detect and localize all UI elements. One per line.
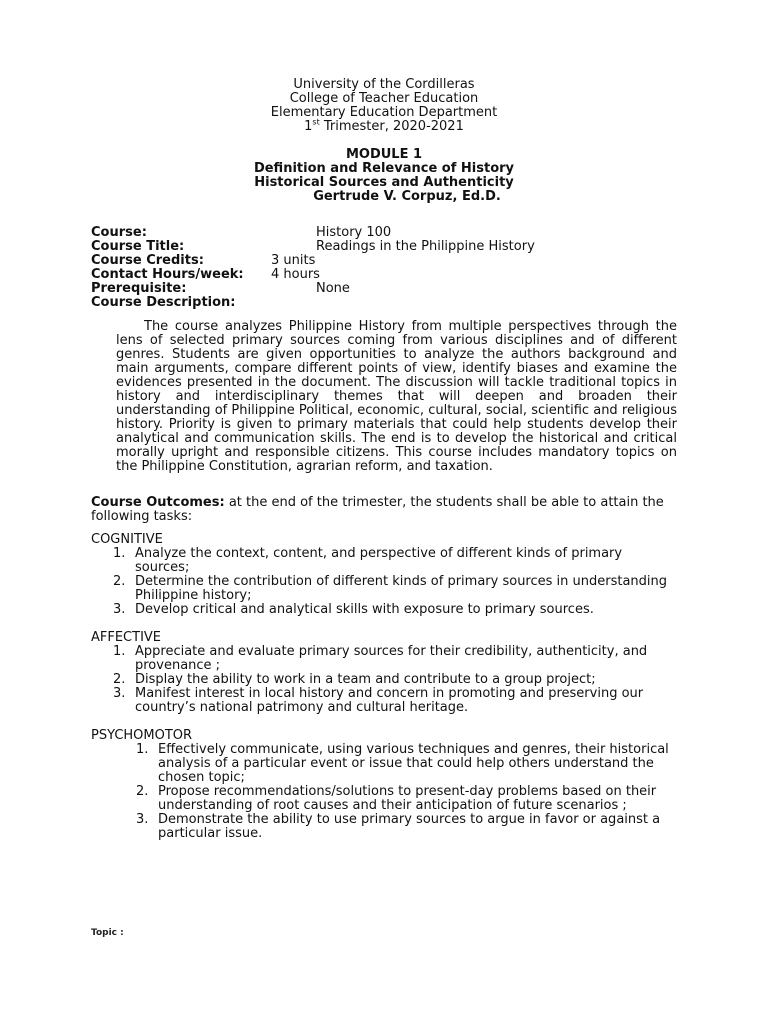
course-title-label: Course Title:	[91, 239, 185, 254]
course-outcomes-label: Course Outcomes:	[91, 495, 225, 510]
list-item: 1. Analyze the context, content, and perspective of different kinds of primary sources;	[113, 546, 623, 575]
module-author: Gertrude V. Corpuz, Ed.D.	[313, 189, 501, 204]
course-title-value: Readings in the Philippine History	[316, 239, 535, 254]
list-item: 2. Propose recommendations/solutions to present-day problems based on their understanding of root causes and their anticipation of future scenarios ;	[136, 784, 657, 813]
list-item: 3. Demonstrate the ability to use primary sources to argue in favor or against a particular issue.	[136, 812, 661, 841]
list-item: 1. Effectively communicate, using various techniques and genres, their historical analysis of a particular event or issue that could help others understand the chosen topic;	[136, 742, 669, 785]
footer-topic-label: Topic :	[91, 928, 124, 938]
cognitive-heading: COGNITIVE	[91, 532, 163, 547]
course-label: Course:	[91, 225, 147, 240]
course-credits-label: Course Credits:	[91, 253, 204, 268]
cognitive-section	[91, 533, 671, 617]
psychomotor-heading: PSYCHOMOTOR	[91, 728, 193, 743]
university-name: University of the Cordilleras	[293, 77, 475, 92]
module-number: MODULE 1	[345, 147, 423, 162]
list-item: 2. Determine the contribution of different kinds of primary sources in understanding Philippine history;	[113, 574, 668, 603]
psychomotor-section	[91, 729, 671, 841]
affective-list	[91, 645, 681, 715]
module-title-1: Definition and Relevance of History	[253, 161, 515, 176]
contact-hours-label: Contact Hours/week:	[91, 267, 244, 282]
term-ordinal: 1	[304, 119, 313, 134]
course-description	[116, 320, 677, 474]
course-description-label: Course Description:	[91, 295, 236, 310]
course-title-row	[91, 240, 691, 254]
course-credits-value: 3 units	[271, 253, 316, 268]
contact-hours-row	[91, 268, 691, 282]
prerequisite-value: None	[316, 281, 350, 296]
term-rest: Trimester, 2020-2021	[319, 119, 464, 134]
course-outcomes	[91, 496, 681, 524]
course-row	[91, 226, 691, 240]
course-outcomes-intro: at the end of the trimester, the students shall be able to attain the following tasks:	[91, 495, 664, 524]
course-description-text: The course analyzes Philippine History from multiple perspectives through the lens of selected primary sources coming from various disciplines and of different genres. Students are given opportunities to analyze the authors background and main arguments, compare different points of view, identify biases and examine the evidences presented in the document. The discussion will tackle traditional topics in history and interdisciplinary themes that will deepen and broaden their understanding of Philippine Political, economic, cultural, social, scientific and religious history. Priority is given to primary materials that could help students develop their analytical and communication skills. The end is to develop the historical and critical morally upright and responsible citizens. This course includes mandatory topics on the Philippine Constitution, agrarian reform, and taxation.	[116, 319, 677, 474]
psychomotor-list	[91, 743, 671, 841]
contact-hours-value: 4 hours	[271, 267, 320, 282]
prerequisite-label: Prerequisite:	[91, 281, 187, 296]
affective-section	[91, 631, 681, 715]
document-header	[0, 78, 768, 134]
course-info-table	[91, 226, 691, 310]
list-item: 1. Appreciate and evaluate primary sources for their credibility, authenticity, and provenance ;	[113, 644, 648, 673]
college-name: College of Teacher Education	[289, 91, 479, 106]
department-name: Elementary Education Department	[270, 105, 498, 120]
affective-heading: AFFECTIVE	[91, 630, 162, 645]
cognitive-list	[91, 547, 671, 617]
list-item: 2. Display the ability to work in a team and contribute to a group project;	[113, 672, 596, 687]
list-item: 3. Manifest interest in local history and concern in promoting and preserving our country’s national patrimony and cultural heritage.	[113, 686, 644, 715]
course-value: History 100	[316, 225, 392, 240]
prerequisite-row	[91, 282, 691, 296]
module-heading	[0, 148, 768, 204]
course-credits-row	[91, 254, 691, 268]
module-title-2: Historical Sources and Authenticity	[254, 175, 514, 190]
course-description-row	[91, 296, 691, 310]
list-item: 3. Develop critical and analytical skills with exposure to primary sources.	[113, 602, 594, 617]
term-line	[0, 117, 768, 134]
term-suffix: st	[312, 117, 320, 127]
